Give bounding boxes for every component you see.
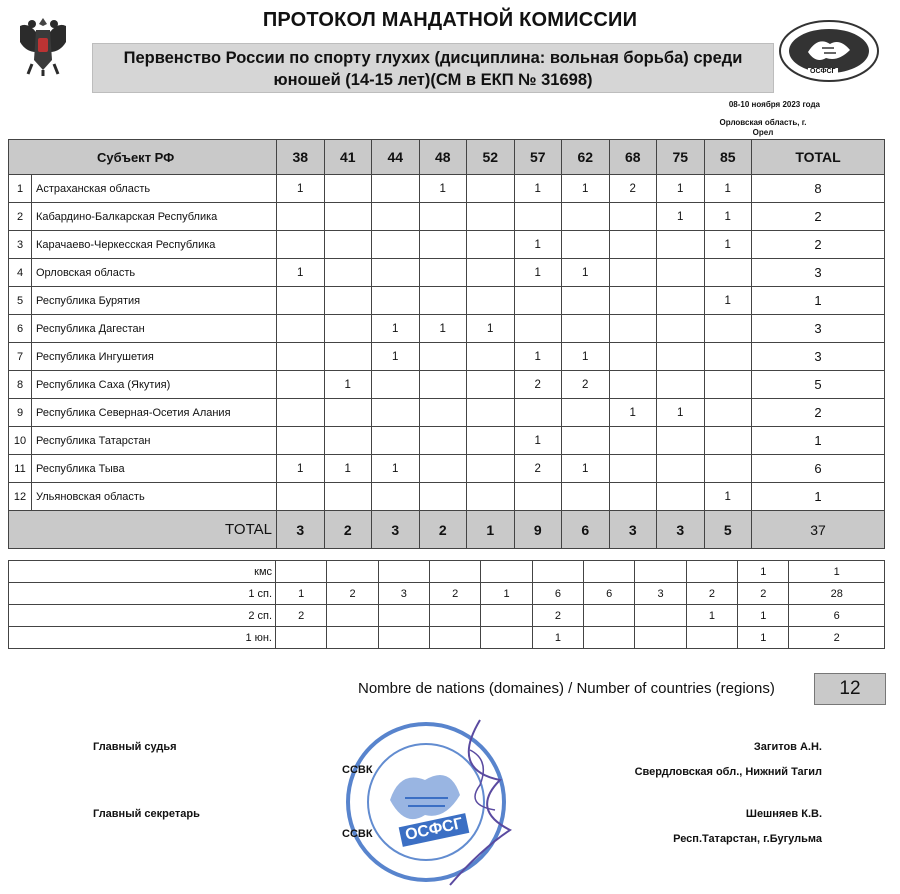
weight-count: 1 [419,175,467,203]
weight-count [277,399,325,427]
weight-count [324,427,372,455]
weight-column-header: 62 [562,140,610,175]
rank-count: 1 [276,583,327,605]
nations-count: 12 [814,673,886,705]
weight-count: 1 [324,371,372,399]
weight-count: 1 [657,175,705,203]
rank-total: 6 [789,605,885,627]
table-row [9,399,885,427]
rank-count [584,627,635,649]
weight-total: 9 [514,511,562,549]
rank-count [481,627,532,649]
rank-row [9,627,885,649]
rank-count: 1 [738,627,789,649]
grand-total: 37 [752,511,885,549]
row-number: 4 [9,259,32,287]
weight-column-header: 75 [657,140,705,175]
rank-label: кмс [9,561,276,583]
weight-count [609,287,657,315]
rank-count: 1 [738,605,789,627]
weight-count: 1 [657,203,705,231]
weight-count [467,427,515,455]
rank-count: 1 [738,561,789,583]
rank-count: 6 [532,583,583,605]
weight-count: 1 [514,259,562,287]
weight-count [609,483,657,511]
chief-secretary-label: Главный секретарь [93,808,200,820]
rank-label: 2 сп. [9,605,276,627]
rank-count: 1 [686,605,737,627]
row-number: 7 [9,343,32,371]
weight-count [467,231,515,259]
weight-column-header: 68 [609,140,657,175]
weight-count [324,483,372,511]
weight-count: 1 [609,399,657,427]
results-header-row [9,140,885,175]
subtitle-line-2: юношей (14-15 лет)(СМ в ЕКП № 31698) [273,71,593,89]
chief-secretary-city: Респ.Татарстан, г.Бугульма [673,833,822,845]
weight-count [609,427,657,455]
weight-count [324,287,372,315]
weight-count: 1 [277,259,325,287]
weight-count: 1 [372,315,420,343]
document-title: ПРОТОКОЛ МАНДАТНОЙ КОМИССИИ [262,9,638,31]
weight-count: 2 [562,371,610,399]
weight-count: 2 [514,371,562,399]
weight-count [514,203,562,231]
row-total: 2 [752,231,885,259]
weight-count [419,259,467,287]
weight-count [277,287,325,315]
rank-count: 2 [430,583,481,605]
weight-count: 1 [562,343,610,371]
weight-count: 1 [562,175,610,203]
rank-total: 2 [789,627,885,649]
weight-count: 1 [562,455,610,483]
weight-count [657,315,705,343]
chief-judge-label: Главный судья [93,741,177,753]
rank-count [327,561,378,583]
weight-count [372,231,420,259]
weight-total: 2 [419,511,467,549]
row-number: 6 [9,315,32,343]
row-total: 3 [752,343,885,371]
region-name: Республика Тыва [32,455,277,483]
total-column-header: TOTAL [752,140,885,175]
weight-count [324,259,372,287]
weight-count: 1 [514,343,562,371]
weight-count: 1 [704,175,752,203]
table-row [9,203,885,231]
weight-count [277,371,325,399]
region-column-header: Субъект РФ [9,140,277,175]
weight-count [562,315,610,343]
region-name: Республика Дагестан [32,315,277,343]
nations-label: Nombre de nations (domaines) / Number of countries (regions) [358,680,775,697]
rank-count [481,605,532,627]
weight-count: 1 [277,455,325,483]
logo-text: ОСФСГ [810,68,836,75]
weight-count [514,483,562,511]
weight-count [657,231,705,259]
weight-column-header: 85 [704,140,752,175]
weight-count [372,287,420,315]
federation-logo [778,18,880,84]
weight-count [609,231,657,259]
rank-count [635,627,686,649]
weight-count: 1 [704,231,752,259]
weight-count [419,399,467,427]
rank-count [327,627,378,649]
weight-total: 1 [467,511,515,549]
official-stamp-icon [330,710,530,890]
weight-count [277,427,325,455]
weight-count [467,259,515,287]
weight-count [467,203,515,231]
weight-count [657,455,705,483]
weight-count [609,371,657,399]
row-total: 2 [752,399,885,427]
table-row [9,343,885,371]
weight-count [277,343,325,371]
table-row [9,371,885,399]
rank-count: 1 [532,627,583,649]
rank-count: 2 [327,583,378,605]
weight-count [419,231,467,259]
weight-count [419,287,467,315]
weight-column-header: 41 [324,140,372,175]
weight-count [514,287,562,315]
weight-count [562,427,610,455]
weight-count [419,343,467,371]
row-total: 3 [752,315,885,343]
weight-count [372,399,420,427]
region-name: Республика Бурятия [32,287,277,315]
row-total: 6 [752,455,885,483]
weight-count [324,343,372,371]
weight-count [609,343,657,371]
rank-row [9,583,885,605]
row-total: 3 [752,259,885,287]
table-row [9,427,885,455]
weight-count [704,455,752,483]
rank-count: 2 [738,583,789,605]
weight-column-header: 57 [514,140,562,175]
weight-count [277,203,325,231]
weight-count: 1 [467,315,515,343]
rank-count [276,627,327,649]
rank-count [686,561,737,583]
row-number: 8 [9,371,32,399]
rank-count [378,561,429,583]
region-name: Республика Северная-Осетия Алания [32,399,277,427]
row-number: 3 [9,231,32,259]
event-place [700,118,826,138]
weight-count: 1 [704,203,752,231]
table-row [9,231,885,259]
totals-row [9,511,885,549]
weight-count [467,399,515,427]
weight-count: 2 [609,175,657,203]
weight-count: 1 [514,175,562,203]
weight-total: 6 [562,511,610,549]
rank-total: 1 [789,561,885,583]
weight-count: 1 [324,455,372,483]
rank-count [378,627,429,649]
weight-count: 1 [704,483,752,511]
weight-total: 3 [609,511,657,549]
weight-total: 2 [324,511,372,549]
results-table [8,139,885,549]
weight-count: 1 [562,259,610,287]
rank-count [481,561,532,583]
weight-column-header: 48 [419,140,467,175]
chief-judge-name: Загитов А.Н. [753,741,822,753]
table-row [9,287,885,315]
rank-count [635,605,686,627]
rank-count [584,605,635,627]
rank-label: 1 юн. [9,627,276,649]
rank-row [9,605,885,627]
row-number: 2 [9,203,32,231]
region-name: Республика Ингушетия [32,343,277,371]
stamp-text: ОСФСГ [399,813,470,847]
rank-count [584,561,635,583]
rank-total: 28 [789,583,885,605]
weight-count [467,343,515,371]
rank-count [532,561,583,583]
rank-count [430,605,481,627]
weight-count: 1 [704,287,752,315]
rank-count [686,627,737,649]
weight-count [704,399,752,427]
weight-column-header: 38 [277,140,325,175]
table-row [9,175,885,203]
weight-count [562,399,610,427]
stamp-label: ССВК [342,764,373,776]
weight-count [372,259,420,287]
region-name: Ульяновская область [32,483,277,511]
weight-count: 1 [372,455,420,483]
weight-count [562,287,610,315]
weight-count [657,371,705,399]
weight-count [467,455,515,483]
weight-total: 5 [704,511,752,549]
rank-count: 1 [481,583,532,605]
chief-judge-city: Свердловская обл., Нижний Тагил [634,766,822,778]
rank-row [9,561,885,583]
rank-count [276,561,327,583]
weight-count [372,175,420,203]
weight-count [704,315,752,343]
weight-count [324,399,372,427]
weight-count: 1 [277,175,325,203]
weight-count [324,231,372,259]
weight-count [657,427,705,455]
region-name: Астраханская область [32,175,277,203]
rank-count [327,605,378,627]
rank-count: 2 [532,605,583,627]
event-place-line-1: Орловская область, г. [719,118,807,127]
weight-count: 1 [657,399,705,427]
rank-count: 6 [584,583,635,605]
weight-count: 1 [514,231,562,259]
weight-total: 3 [277,511,325,549]
weight-count [467,287,515,315]
table-row [9,315,885,343]
weight-count [467,371,515,399]
rank-count [430,561,481,583]
rank-count [430,627,481,649]
rank-count: 3 [635,583,686,605]
rank-count: 2 [686,583,737,605]
weight-count [657,483,705,511]
event-place-line-2: Орел [752,128,774,137]
ranks-table [8,560,885,649]
weight-count: 2 [514,455,562,483]
weight-total: 3 [372,511,420,549]
weight-count: 1 [372,343,420,371]
row-total: 5 [752,371,885,399]
weight-count: 1 [514,427,562,455]
weight-count [419,203,467,231]
weight-count [372,427,420,455]
weight-count [277,483,325,511]
weight-count: 1 [419,315,467,343]
weight-count [419,427,467,455]
weight-count [609,259,657,287]
row-number: 12 [9,483,32,511]
event-date: 08-10 ноября 2023 года [728,100,820,109]
weight-count [372,371,420,399]
competition-subtitle [92,43,774,93]
weight-count [514,399,562,427]
region-name: Орловская область [32,259,277,287]
weight-count [609,203,657,231]
row-number: 5 [9,287,32,315]
weight-count [277,315,325,343]
row-number: 11 [9,455,32,483]
weight-count [419,483,467,511]
region-name: Карачаево-Черкесская Республика [32,231,277,259]
row-total: 1 [752,427,885,455]
table-row [9,455,885,483]
weight-count [562,231,610,259]
region-name: Республика Татарстан [32,427,277,455]
row-total: 2 [752,203,885,231]
weight-count [419,455,467,483]
weight-column-header: 44 [372,140,420,175]
weight-count [562,203,610,231]
weight-count [704,427,752,455]
rank-count [378,605,429,627]
row-number: 10 [9,427,32,455]
weight-count [562,483,610,511]
weight-count [324,203,372,231]
row-total: 8 [752,175,885,203]
weight-count [704,343,752,371]
weight-count [467,483,515,511]
table-row [9,483,885,511]
table-row [9,259,885,287]
weight-count [514,315,562,343]
row-total: 1 [752,483,885,511]
rank-label: 1 сп. [9,583,276,605]
weight-count [277,231,325,259]
weight-count [324,175,372,203]
weight-count [657,343,705,371]
weight-count [372,203,420,231]
chief-secretary-name: Шешняев К.В. [745,808,822,820]
weight-count [324,315,372,343]
subtitle-line-1: Первенство России по спорту глухих (дисциплина: вольная борьба) среди [123,49,743,67]
weight-count [704,371,752,399]
weight-count [467,175,515,203]
rank-count [635,561,686,583]
stamp-label: ССВК [342,828,373,840]
weight-count [609,315,657,343]
row-number: 9 [9,399,32,427]
weight-count [372,483,420,511]
weight-count [609,455,657,483]
weight-count [657,287,705,315]
totals-label: TOTAL [9,511,277,549]
weight-count [657,259,705,287]
row-number: 1 [9,175,32,203]
region-name: Республика Саха (Якутия) [32,371,277,399]
region-name: Кабардино-Балкарская Республика [32,203,277,231]
weight-column-header: 52 [467,140,515,175]
row-total: 1 [752,287,885,315]
rank-count: 2 [276,605,327,627]
weight-count [704,259,752,287]
weight-total: 3 [657,511,705,549]
weight-count [419,371,467,399]
rank-count: 3 [378,583,429,605]
